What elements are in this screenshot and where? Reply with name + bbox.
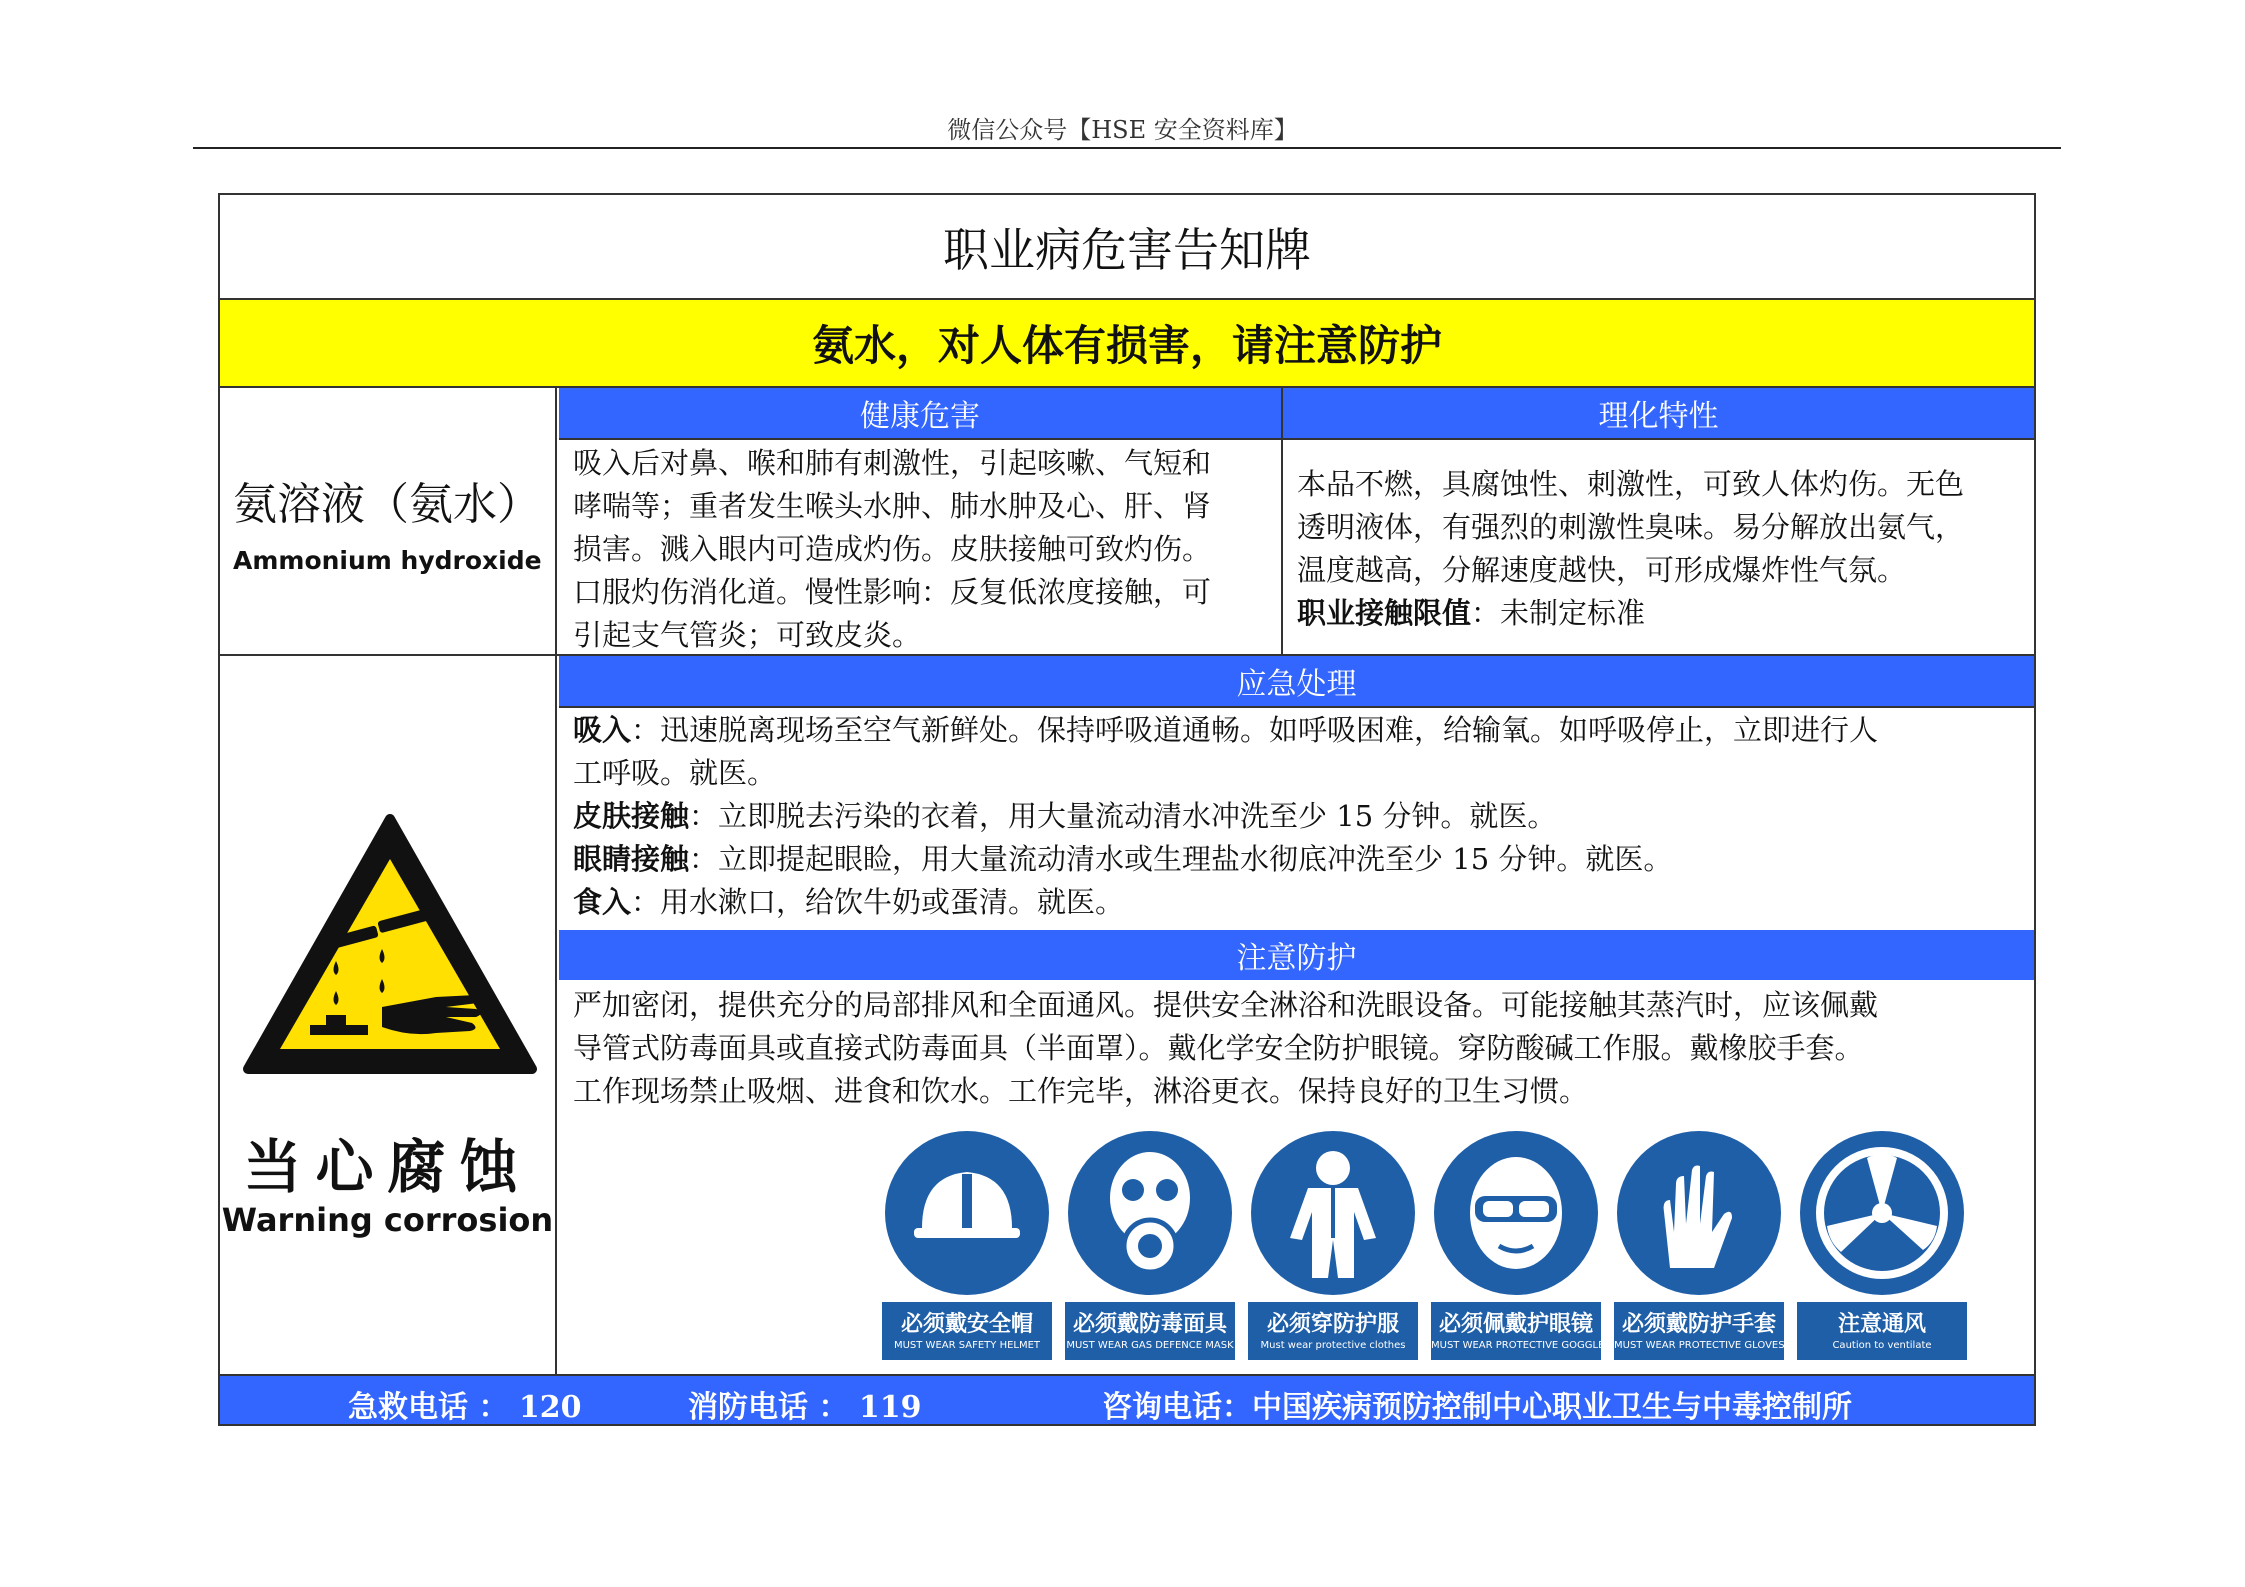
gas-mask-icon (1065, 1128, 1235, 1298)
corrosion-warning-icon (240, 811, 540, 1083)
properties-heading: 理化特性 (1283, 388, 2034, 438)
page-header: 微信公众号【HSE 安全资料库】 (947, 116, 1298, 144)
protection-line: 工作现场禁止吸烟、进食和饮水。工作完毕，淋浴更衣。保持良好的卫生习惯。 (573, 1074, 1589, 1108)
ppe-sign-goggles (1431, 1128, 1611, 1364)
health-hazard-heading: 健康危害 (559, 388, 1281, 438)
contact-footer (220, 1374, 2034, 1424)
properties-text (1283, 463, 2034, 635)
ppe-label: 必须戴防毒面具 MUST WEAR GAS DEFENCE MASK (1065, 1302, 1235, 1360)
heading-rule (559, 438, 2034, 440)
properties-line: 透明液体，有强烈的刺激性臭味。易分解放出氨气， (1297, 510, 1965, 544)
protection-text (559, 984, 2034, 1113)
ppe-sign-helmet (882, 1128, 1052, 1364)
fire-phone: 消防电话 ： 119 (688, 1390, 922, 1425)
ppe-sign-protective-clothes (1248, 1128, 1418, 1364)
column-divider (1281, 388, 1283, 656)
exposure-limit-value: 未制定标准 (1500, 596, 1646, 630)
protection-heading: 注意防护 (559, 930, 2034, 980)
warning-sign-en: Warning corrosion (221, 1201, 554, 1239)
properties-line: 本品不燃，具腐蚀性、刺激性，可致人体灼伤。无色 (1297, 467, 1965, 501)
emergency-text (559, 709, 2034, 924)
consult-phone: 咨询电话：中国疾病预防控制中心职业卫生与中毒控制所 (1102, 1390, 1852, 1425)
emergency-heading: 应急处理 (559, 656, 2034, 706)
ventilation-icon (1797, 1128, 1967, 1298)
warning-sign-cell (220, 656, 557, 1374)
board-title: 职业病危害告知牌 (220, 195, 2034, 300)
ppe-label: 必须戴防护手套 MUST WEAR PROTECTIVE GLOVES (1614, 1302, 1784, 1360)
warning-sign-cn: 当心腐蚀 (243, 1133, 532, 1201)
hazard-notice-board (218, 193, 2036, 1426)
protection-line: 严加密闭，提供充分的局部排风和全面通风。提供安全淋浴和洗眼设备。可能接触其蒸汽时，应该佩戴 (573, 988, 1879, 1022)
properties-line: 温度越高，分解速度越快，可形成爆炸性气氛。 (1297, 553, 1907, 587)
emergency-item-skin: 皮肤接触：立即脱去污染的衣着，用大量流动清水冲洗至少 15 分钟。就医。 (573, 799, 1557, 833)
ppe-sign-gas-mask (1065, 1128, 1235, 1364)
ppe-label: 注意通风 Caution to ventilate (1797, 1302, 1967, 1360)
protective-clothes-icon (1248, 1128, 1418, 1298)
exposure-limit-label: 职业接触限值 (1297, 596, 1472, 630)
substance-name-en: Ammonium hydroxide (233, 546, 542, 575)
ppe-sign-gloves (1614, 1128, 1784, 1364)
health-hazard-line: 损害。溅入眼内可造成灼伤。皮肤接触可致灼伤。 (573, 532, 1212, 566)
ppe-label: 必须穿防护服 Must wear protective clothes (1248, 1302, 1418, 1360)
heading-rule (559, 706, 2034, 708)
safety-helmet-icon (882, 1128, 1052, 1298)
ppe-sign-ventilation (1797, 1128, 1967, 1364)
health-hazard-text (559, 442, 1281, 657)
substance-name-cell (220, 388, 557, 656)
substance-name-cn: 氨溶液（氨水） (233, 479, 541, 530)
health-hazard-line: 口服灼伤消化道。慢性影响：反复低浓度接触，可 (573, 575, 1212, 609)
health-hazard-line: 引起支气管炎；可致皮炎。 (573, 618, 922, 652)
emergency-item-inhalation: 吸入：迅速脱离现场至空气新鲜处。保持呼吸道通畅。如呼吸困难，给输氧。如呼吸停止，立即进行人 (573, 713, 1879, 747)
ppe-label: 必须戴安全帽 MUST WEAR SAFETY HELMET (882, 1302, 1052, 1360)
first-aid-phone: 急救电话 ： 120 (348, 1390, 582, 1425)
ppe-label: 必须佩戴护眼镜 MUST WEAR PROTECTIVE GOGGLES (1431, 1302, 1601, 1360)
emergency-item-eyes: 眼睛接触：立即提起眼睑，用大量流动清水或生理盐水彻底冲洗至少 15 分钟。就医。 (573, 842, 1673, 876)
protection-line: 导管式防毒面具或直接式防毒面具（半面罩）。戴化学安全防护眼镜。穿防酸碱工作服。戴橡胶手套。 (573, 1031, 1864, 1065)
emergency-item-ingestion: 食入：用水漱口，给饮牛奶或蛋清。就医。 (573, 885, 1125, 919)
emergency-item-inhalation-cont: 工呼吸。就医。 (573, 756, 777, 790)
gloves-icon (1614, 1128, 1784, 1298)
health-hazard-line: 吸入后对鼻、喉和肺有刺激性，引起咳嗽、气短和 (573, 446, 1212, 480)
exposure-limit (1297, 592, 2020, 635)
header-rule (193, 147, 2061, 149)
health-hazard-line: 哮喘等；重者发生喉头水肿、肺水肿及心、肝、肾 (573, 489, 1212, 523)
warning-banner: 氨水，对人体有损害，请注意防护 (220, 300, 2034, 388)
goggles-icon (1431, 1128, 1601, 1298)
exposure-limit-sep: ： (1471, 596, 1501, 630)
